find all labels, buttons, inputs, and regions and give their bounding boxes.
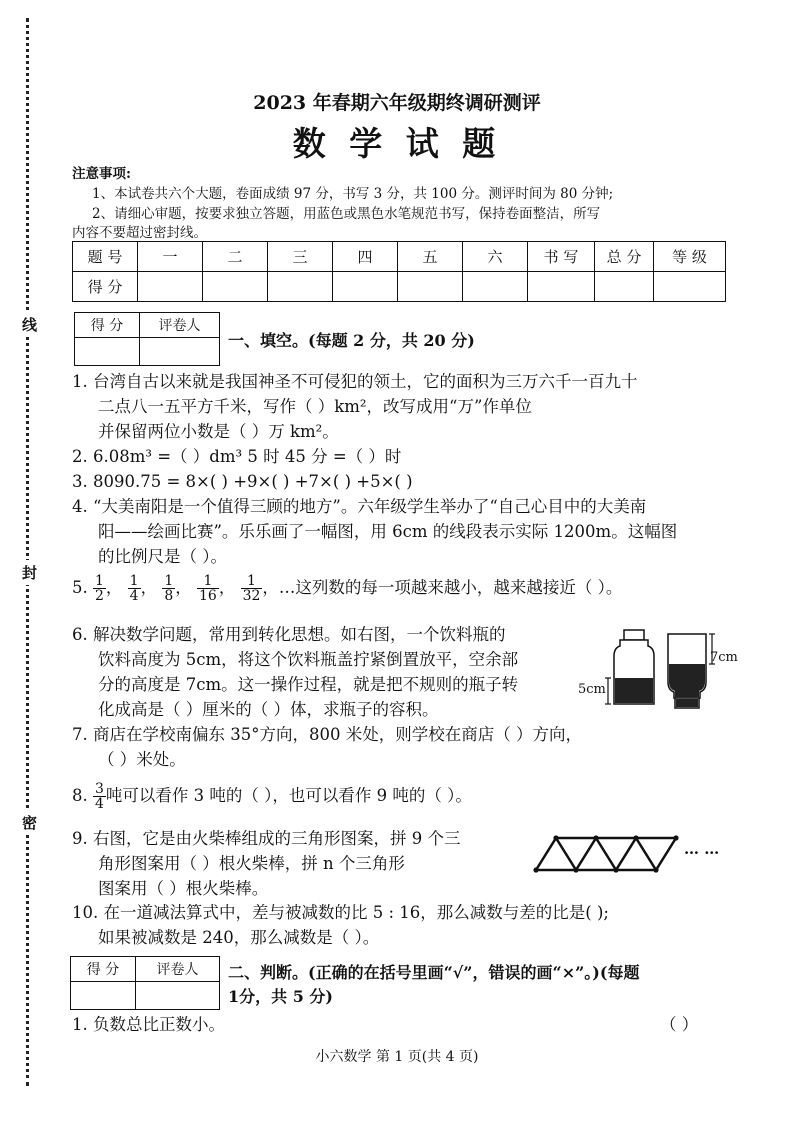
score-cell[interactable]: [398, 272, 463, 302]
score-cell[interactable]: [654, 272, 726, 302]
matchstick-diagram: [532, 832, 682, 874]
score-cell[interactable]: [333, 272, 398, 302]
score-cell[interactable]: [528, 272, 595, 302]
question-6-line-2: 饮料高度为 5cm，将这个饮料瓶盖拧紧倒置放平，空余部: [98, 650, 519, 669]
question-1-line-3: 并保留两位小数是（ ）万 km²。: [98, 422, 339, 441]
question-5: 5. $\frac{1}{2}$ ， $\frac{1}{4}$ ， $\frac{1}{8}$ ， $\frac{1}{16}$ ， $\frac{1}{32}$ ，…这列数的每一项越来越小，越来越接近（ ）。: [72, 573, 623, 604]
question-9-line-1: 9. 右图，它是由火柴棒组成的三角形图案，拼 9 个三: [72, 829, 461, 848]
score-table: [72, 241, 726, 302]
question-7-line-2: （ ）米处。: [98, 750, 186, 769]
question-5-number: 5.: [72, 578, 88, 597]
grader-box-grader-cell[interactable]: [140, 338, 220, 366]
question-8-text: 吨可以看作 3 吨的（ ），也可以看作 9 吨的（ ）。: [105, 786, 472, 805]
question-4-line-1: 4. “大美南阳是一个值得三顾的地方”。六年级学生举办了“自己心目中的大美南: [72, 497, 647, 516]
question-3: 3. 8090.75 = 8×( ) +9×( ) +7×( ) +5×( ): [72, 472, 413, 491]
notice-heading: 注意事项:: [72, 166, 131, 182]
matchstick-figure: [532, 832, 732, 874]
grader-box-section-2: [70, 956, 220, 1010]
score-header-cell: 书 写: [528, 242, 595, 272]
score-header-cell: 三: [268, 242, 333, 272]
score-table-header-row: [73, 242, 726, 272]
fraction-sixteenth: $\frac{1}{16}$: [199, 573, 217, 604]
question-8: [72, 782, 472, 811]
binding-mark-feng: 封: [22, 560, 37, 585]
grader-box-grader-label: 评卷人: [140, 313, 220, 338]
grader-box-score-label: 得 分: [71, 957, 136, 982]
fraction-three-quarters: $\frac{3}{4}$: [95, 781, 104, 812]
score-header-cell: 六: [463, 242, 528, 272]
question-9-line-3: 图案用（ ）根火柴棒。: [98, 879, 269, 898]
grader-box-score-cell[interactable]: [75, 338, 140, 366]
bottle-label-5cm: 5cm: [578, 682, 606, 697]
fraction-quarter: $\frac{1}{4}$: [129, 573, 139, 604]
score-cell[interactable]: [268, 272, 333, 302]
section-2-title-line-2: 1分，共 5 分): [228, 987, 333, 1006]
score-header-cell: 一: [138, 242, 203, 272]
question-4-line-3: 的比例尺是（ ）。: [98, 547, 227, 566]
question-6-line-4: 化成高是（ ）厘米的（ ）体，求瓶子的容积。: [98, 700, 439, 719]
notice-line-2: 2、请细心审题，按要求独立答题，用蓝色或黑色水笔规范书写，保持卷面整洁，所写: [92, 206, 601, 222]
binding-mark-mi: 密: [22, 810, 37, 835]
bottle-label-7cm: 7cm: [710, 650, 738, 665]
exam-title: 2023 年春期六年级期终调研测评: [253, 92, 541, 114]
question-1-line-2: 二点八一五平方千米，写作（ ）km²，改写成用“万”作单位: [98, 397, 532, 416]
score-cell[interactable]: [463, 272, 528, 302]
notice-line-1: 1、本试卷共六个大题，卷面成绩 97 分，书写 3 分，共 100 分。测评时间为 80 分钟;: [92, 186, 614, 202]
section-1-title: 一、填空。(每题 2 分，共 20 分): [228, 331, 475, 350]
binding-mark-xian: 线: [22, 312, 37, 337]
question-7-line-1: 7. 商店在学校南偏东 35°方向，800 米处，则学校在商店（ ）方向，: [72, 725, 582, 744]
score-header-cell: 题 号: [73, 242, 138, 272]
section-2-title-line-1: 二、判断。(正确的在括号里画“√”，错误的画“×”。)(每题: [228, 963, 640, 982]
question-6-line-3: 分的高度是 7cm。这一操作过程，就是把不规则的瓶子转: [98, 675, 519, 694]
judge-question-1-blank[interactable]: （ ）: [660, 1015, 699, 1034]
score-table-score-row: [73, 272, 726, 302]
question-1-line-1: 1. 台湾自古以来就是我国神圣不可侵犯的领土，它的面积为三万六千一百九十: [72, 372, 638, 391]
grader-box-score-label: 得 分: [75, 313, 140, 338]
page-footer: 小六数学 第 1 页(共 4 页): [315, 1049, 479, 1065]
score-cell[interactable]: [138, 272, 203, 302]
score-header-cell: 二: [203, 242, 268, 272]
grader-box-grader-cell[interactable]: [136, 982, 220, 1010]
score-header-cell: 等 级: [654, 242, 726, 272]
judge-question-1: 1. 负数总比正数小。: [72, 1015, 225, 1034]
grader-box-grader-label: 评卷人: [136, 957, 220, 982]
fraction-thirty-second: $\frac{1}{32}$: [242, 573, 261, 604]
score-cell[interactable]: [203, 272, 268, 302]
grader-box-score-cell[interactable]: [71, 982, 136, 1010]
question-6-line-1: 6. 解决数学问题，常用到转化思想。如右图，一个饮料瓶的: [72, 625, 506, 644]
question-4-line-2: 阳——绘画比赛”。乐乐画了一幅图，用 6cm 的线段表示实际 1200m。这幅图: [98, 522, 678, 541]
binding-dotted-line: [26, 18, 29, 1086]
question-2: 2. 6.08m³ =（ ）dm³ 5 时 45 分 =（ ）时: [72, 447, 402, 466]
question-9-line-2: 角形图案用（ ）根火柴棒，拼 n 个三角形: [98, 854, 405, 873]
grader-box-section-1: [74, 312, 220, 366]
question-5-text: ，…这列数的每一项越来越小，越来越接近（ ）。: [262, 578, 623, 597]
question-10-line-1: 10. 在一道减法算式中，差与被减数的比 5 : 16，那么减数与差的比是( );: [72, 903, 609, 922]
question-10-line-2: 如果被减数是 240，那么减数是（ ）。: [98, 928, 380, 947]
score-cell[interactable]: [595, 272, 654, 302]
notice-line-3: 内容不要超过密封线。: [72, 225, 207, 241]
score-row-label: 得 分: [73, 272, 138, 302]
score-header-cell: 总 分: [595, 242, 654, 272]
matchstick-ellipsis: … …: [684, 840, 720, 858]
bottle-figure: [578, 626, 748, 714]
score-header-cell: 四: [333, 242, 398, 272]
fraction-half: $\frac{1}{2}$: [95, 573, 104, 604]
question-8-number: 8.: [72, 786, 88, 805]
bottle-diagram: [578, 626, 748, 714]
subject-title: 数 学 试 题: [292, 124, 502, 163]
score-header-cell: 五: [398, 242, 463, 272]
fraction-eighth: $\frac{1}{8}$: [164, 573, 174, 604]
